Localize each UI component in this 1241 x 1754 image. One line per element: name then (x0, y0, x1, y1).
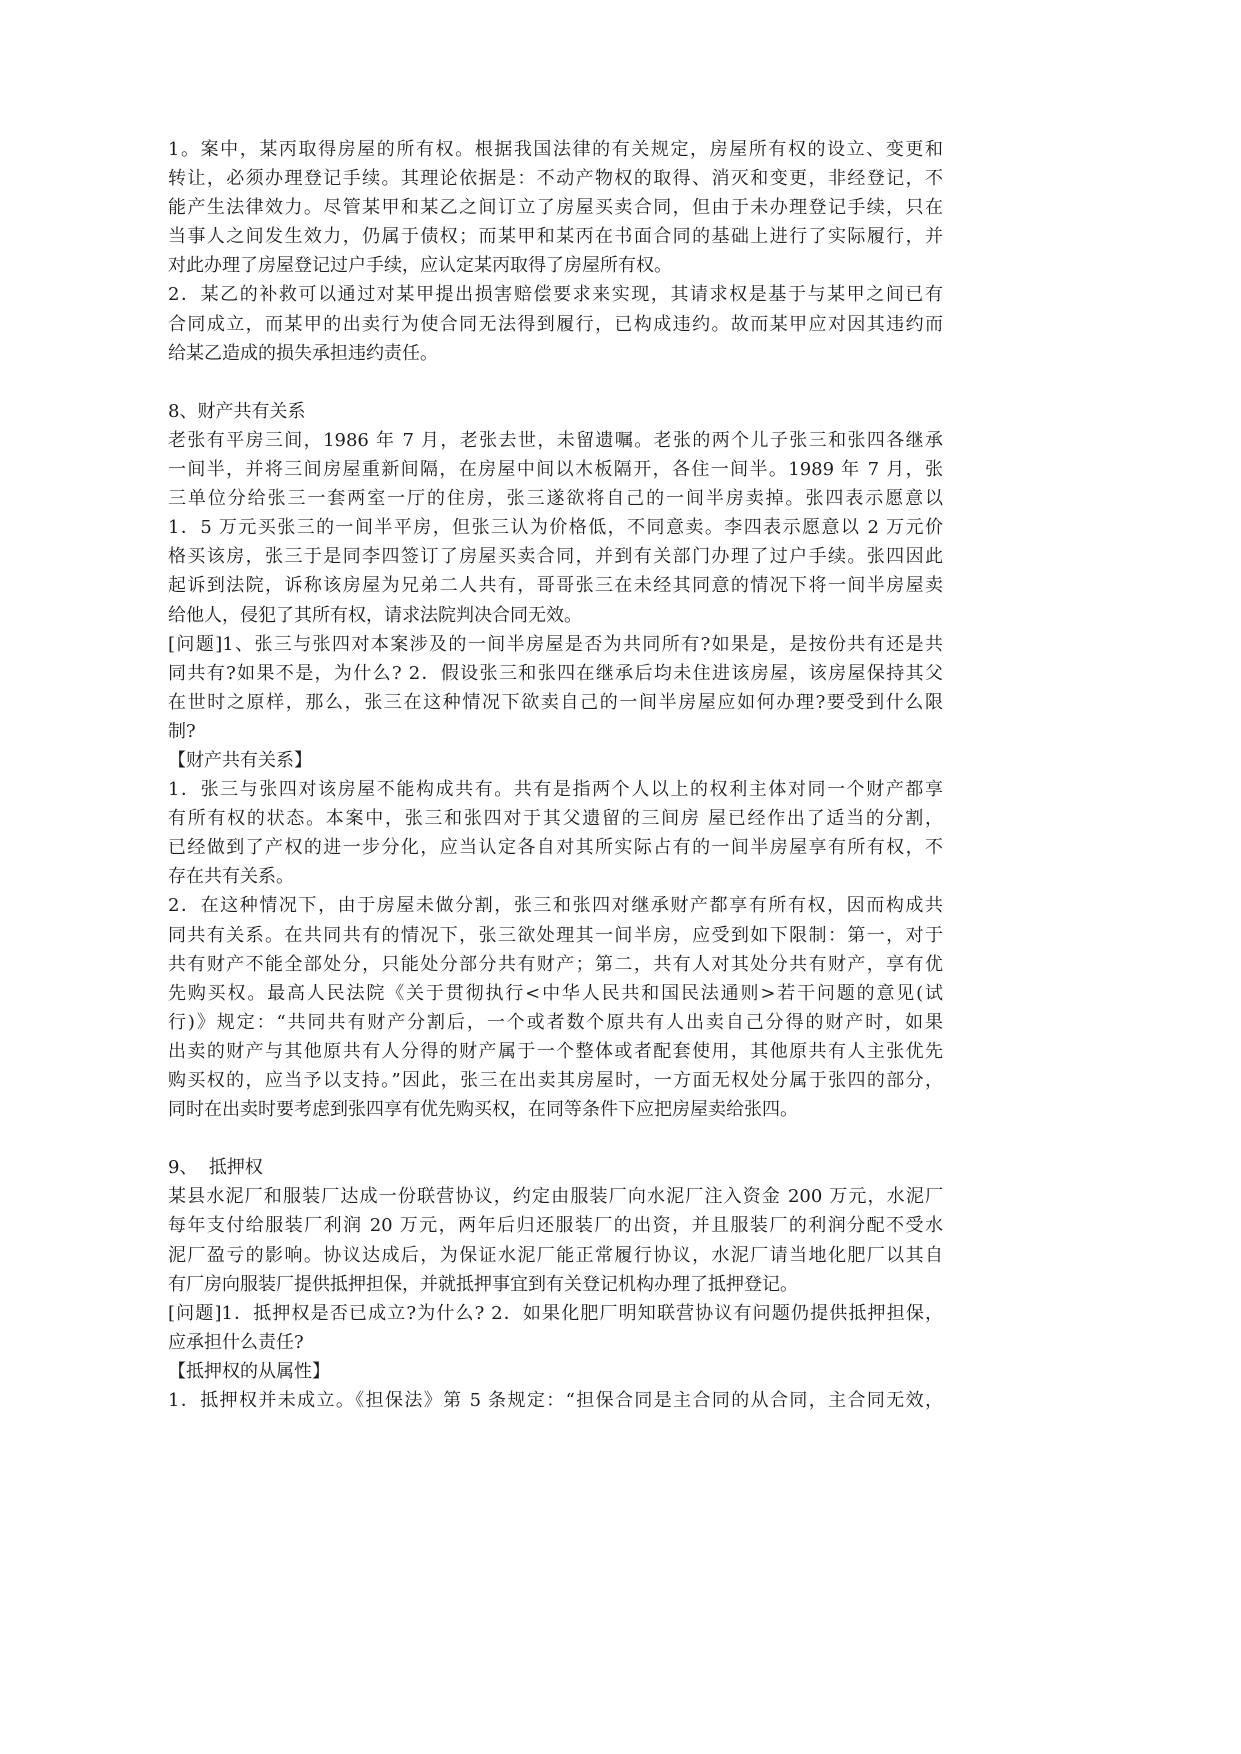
answer-1 (168, 1386, 943, 1415)
text-line: 格买该房，张三于是同李四签订了房屋买卖合同，并到有关部门办理了过户手续。张四因此 (168, 546, 943, 568)
section-heading: 8、财产共有关系 (168, 400, 306, 422)
text-line: 转让，必须办理登记手续。其理论依据是：不动产物权的取得、消灭和变更，非经登记，不 (168, 168, 943, 190)
text-line: 1．张三与张四对该房屋不能构成共有。共有是指两个人以上的权利主体对同一个财产都享 (168, 779, 943, 801)
text-line: 每年支付给服装厂利润 20 万元，两年后归还服装厂的出资，并且服装厂的利润分配不受水 (168, 1215, 943, 1237)
text-line: [问题]1、张三与张四对本案涉及的一间半房屋是否为共同所有?如果是，是按份共有还是共 (168, 633, 943, 655)
text-line: 制? (168, 720, 196, 742)
text-line: 泥厂盈亏的影响。协议达成后，为保证水泥厂能正常履行协议，水泥厂请当地化肥厂以其自 (168, 1244, 943, 1266)
text-line: 当事人之间发生效力，仍属于债权；而某甲和某丙在书面合同的基础上进行了实际履行，并 (168, 226, 943, 248)
text-line: 2．在这种情况下，由于房屋未做分割，张三和张四对继承财产都享有所有权，因而构成共 (168, 895, 943, 917)
text-line: 对此办理了房屋登记过户手续，应认定某丙取得了房屋所有权。 (168, 255, 672, 277)
text-line: 1．5 万元买张三的一间半平房，但张三认为价格低，不同意卖。李四表示愿意以 2 万元价 (168, 517, 943, 539)
text-line: [问题]1．抵押权是否已成立?为什么? 2．如果化肥厂明知联营协议有问题仍提供抵押担保， (168, 1302, 943, 1324)
answer-heading: 【抵押权的从属性】 (168, 1360, 330, 1382)
text-line: 同共有?如果不是，为什么? 2．假设张三和张四在继承后均未住进该房屋，该房屋保持其父 (168, 662, 943, 684)
text-line: 1．抵押权并未成立。《担保法》第 5 条规定：“担保合同是主合同的从合同，主合同无效， (168, 1390, 943, 1412)
text-line: 同共有关系。在共同共有的情况下，张三欲处理其一间半房，应受到如下限制：第一，对于 (168, 924, 943, 946)
text-line: 出卖的财产与其他原共有人分得的财产属于一个整体或者配套使用，其他原共有人主张优先 (168, 1040, 943, 1062)
answer-2 (168, 891, 943, 1124)
text-line: 起诉到法院，诉称该房屋为兄弟二人共有，哥哥张三在未经其同意的情况下将一间半房屋卖 (168, 575, 943, 597)
text-line: 合同成立，而某甲的出卖行为使合同无法得到履行，已构成违约。故而某甲应对因其违约而 (168, 313, 943, 335)
text-line: 已经做到了产权的进一步分化，应当认定各自对其所实际占有的一间半房屋享有所有权，不 (168, 837, 943, 859)
text-line: 同时在出卖时要考虑到张四享有优先购买权，在同等条件下应把房屋卖给张四。 (168, 1099, 798, 1121)
text-line: 给他人，侵犯了其所有权，请求法院判决合同无效。 (168, 604, 582, 626)
document-body (168, 135, 943, 1415)
section-8 (168, 397, 943, 1124)
previous-answer-1 (168, 135, 943, 280)
text-line: 能产生法律效力。尽管某甲和某乙之间订立了房屋买卖合同，但由于未办理登记手续，只在 (168, 197, 943, 219)
text-line: 2．某乙的补救可以通过对某甲提出损害赔偿要求来实现，其请求权是基于与某甲之间已有 (168, 284, 943, 306)
answer-heading: 【财产共有关系】 (168, 749, 312, 771)
text-line: 三单位分给张三一套两室一厅的住房，张三遂欲将自己的一间半房卖掉。张四表示愿意以 (168, 488, 943, 510)
section-9 (168, 1153, 943, 1415)
question-block (168, 1299, 943, 1357)
previous-answer-2 (168, 280, 943, 367)
text-line: 有所有权的状态。本案中，张三和张四对于其父遗留的三间房 屋已经作出了适当的分割， (168, 808, 943, 830)
text-line: 一间半，并将三间房屋重新间隔，在房屋中间以木板隔开，各住一间半。1989 年 7 月，张 (168, 459, 943, 481)
text-line: 有厂房向服装厂提供抵押担保，并就抵押事宜到有关登记机构办理了抵押登记。 (168, 1273, 798, 1295)
case-description (168, 1182, 943, 1298)
text-line: 老张有平房三间，1986 年 7 月，老张去世，未留遗嘱。老张的两个儿子张三和张四各继承 (168, 429, 943, 451)
text-line: 先购买权。最高人民法院《关于贯彻执行<中华人民共和国民法通则>若干问题的意见(试 (168, 982, 943, 1004)
question-block (168, 630, 943, 746)
text-line: 行)》规定：“共同共有财产分割后，一个或者数个原共有人出卖自己分得的财产时，如果 (168, 1011, 943, 1033)
text-line: 购买权的，应当予以支持。”因此，张三在出卖其房屋时，一方面无权处分属于张四的部分， (168, 1070, 943, 1091)
section-heading: 9、 抵押权 (168, 1157, 263, 1179)
text-line: 1。案中，某丙取得房屋的所有权。根据我国法律的有关规定，房屋所有权的设立、变更和 (168, 139, 943, 160)
case-description (168, 426, 943, 630)
text-line: 在世时之原样，那么，张三在这种情况下欲卖自己的一间半房屋应如何办理?要受到什么限 (168, 691, 943, 713)
text-line: 共有财产不能全部处分，只能处分部分共有财产；第二，共有人对其处分共有财产，享有优 (168, 953, 943, 975)
paragraph-spacer (168, 368, 943, 397)
paragraph-spacer (168, 1124, 943, 1153)
text-line: 存在共有关系。 (168, 866, 294, 888)
text-line: 应承担什么责任? (168, 1331, 304, 1353)
answer-1 (168, 775, 943, 891)
text-line: 某县水泥厂和服装厂达成一份联营协议，约定由服装厂向水泥厂注入资金 200 万元，水泥厂 (168, 1186, 943, 1208)
text-line: 给某乙造成的损失承担违约责任。 (168, 342, 438, 364)
